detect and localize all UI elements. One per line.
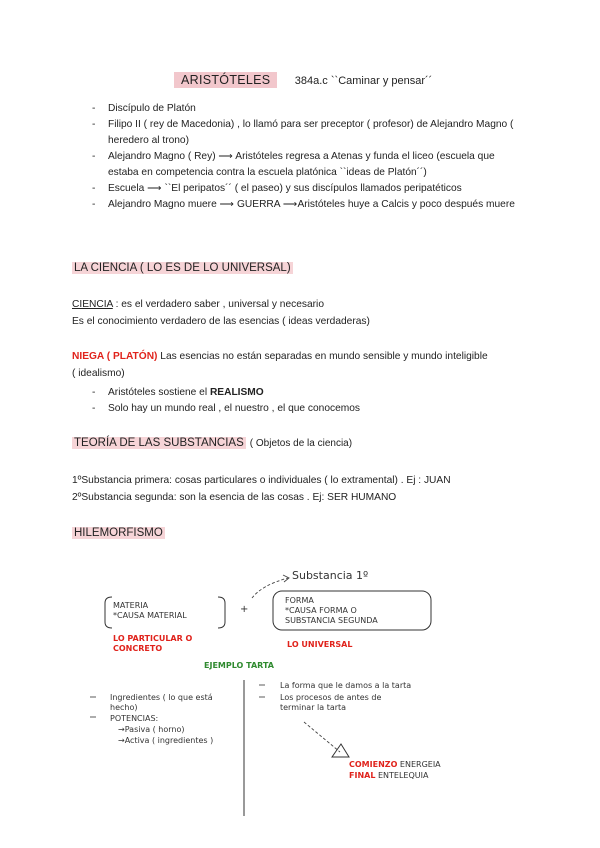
forma-sub-2: SUBSTANCIA SEGUNDA bbox=[285, 616, 378, 625]
particular-line-1: LO PARTICULAR O bbox=[113, 634, 193, 643]
niega-text: Las esencias no están separadas en mundo sensible y mundo inteligible bbox=[157, 351, 488, 362]
niega-label: NIEGA ( PLATÓN) bbox=[72, 351, 158, 362]
ciencia-line-2: Es el conocimiento verdadero de las esencias ( ideas verdaderas) bbox=[72, 316, 370, 327]
realismo-term: REALISMO bbox=[209, 387, 264, 398]
materia-bracket-left bbox=[105, 597, 112, 628]
heading-note: ( Objetos de la ciencia) bbox=[249, 438, 353, 449]
forma-sub-1: *CAUSA FORMA O bbox=[285, 606, 357, 615]
diagonal-dashed-line bbox=[304, 722, 340, 752]
forma-title: FORMA bbox=[285, 596, 314, 605]
left-item: hecho) bbox=[110, 703, 138, 712]
niega-line-2: ( idealismo) bbox=[72, 368, 125, 379]
ciencia-definition-text: : es el verdadero saber , universal y necesario bbox=[112, 299, 324, 310]
bullet-text: Aristóteles sostiene el bbox=[108, 387, 210, 398]
materia-bracket-right bbox=[218, 597, 225, 628]
left-item: →Activa ( ingredientes ) bbox=[118, 736, 214, 745]
page-subtitle: 384a.c ``Caminar y pensar´´ bbox=[294, 75, 433, 87]
left-item: Ingredientes ( lo que está bbox=[110, 693, 213, 702]
materia-title: MATERIA bbox=[113, 601, 149, 610]
ejemplo-label: EJEMPLO TARTA bbox=[204, 661, 274, 670]
right-item: La forma que le damos a la tarta bbox=[280, 681, 412, 690]
list-item: - Discípulo de Platón bbox=[92, 101, 522, 117]
heading-text: HILEMORFISMO bbox=[74, 527, 163, 539]
list-item: - Filipo II ( rey de Macedonia) , lo llamó para ser preceptor ( profesor) de Alejandro Magno ( heredero al trono) bbox=[92, 117, 522, 149]
left-item: →Pasiva ( horno) bbox=[118, 725, 185, 734]
left-item: POTENCIAS: bbox=[110, 714, 159, 723]
comienzo-label bbox=[349, 760, 441, 770]
page-title: ARISTÓTELES bbox=[174, 72, 277, 88]
universal-label: LO UNIVERSAL bbox=[287, 640, 353, 649]
right-item: terminar la tarta bbox=[280, 703, 347, 712]
dashed-arrow bbox=[252, 578, 288, 598]
comienzo-red: COMIENZO bbox=[349, 760, 398, 769]
list-item: - Solo hay un mundo real , el nuestro , el que conocemos bbox=[92, 401, 522, 417]
final-rest: ENTELEQUIA bbox=[375, 771, 429, 780]
substancia-segunda: 2ºSubstancia segunda: son la esencia de las cosas . Ej: SER HUMANO bbox=[72, 492, 397, 503]
list-item: - Alejandro Magno ( Rey) ⟶ Aristóteles regresa a Atenas y funda el liceo (escuela que estaba en competencia contra la escuela platónica ``ideas de Platón´´) bbox=[92, 149, 522, 181]
heading-text: TEORÍA DE LAS SUBSTANCIAS bbox=[74, 437, 244, 449]
arrow-head bbox=[283, 575, 289, 582]
final-label bbox=[349, 771, 428, 781]
materia-sub: *CAUSA MATERIAL bbox=[113, 611, 187, 620]
plus-sign: + bbox=[240, 604, 249, 615]
particular-line-2: CONCRETO bbox=[113, 644, 163, 653]
comienzo-rest: ENERGEIA bbox=[397, 760, 441, 769]
triangle-icon bbox=[332, 744, 349, 757]
final-red: FINAL bbox=[349, 771, 376, 780]
ciencia-term: CIENCIA bbox=[72, 299, 113, 310]
list-item: - Alejandro Magno muere ⟶ GUERRA ⟶Aristóteles huye a Calcis y poco después muere bbox=[92, 197, 522, 213]
substancia-primera: 1ºSubstancia primera: cosas particulares o individuales ( lo extramental) . Ej : JUAN bbox=[72, 475, 451, 486]
right-item: Los procesos de antes de bbox=[280, 693, 382, 702]
heading-text: LA CIENCIA ( LO ES DE LO UNIVERSAL) bbox=[74, 262, 291, 274]
list-item: - Escuela ⟶ ``El peripatos´´ ( el paseo) y sus discípulos llamados peripatéticos bbox=[92, 181, 522, 197]
substancia-label: Substancia 1º bbox=[292, 569, 369, 582]
